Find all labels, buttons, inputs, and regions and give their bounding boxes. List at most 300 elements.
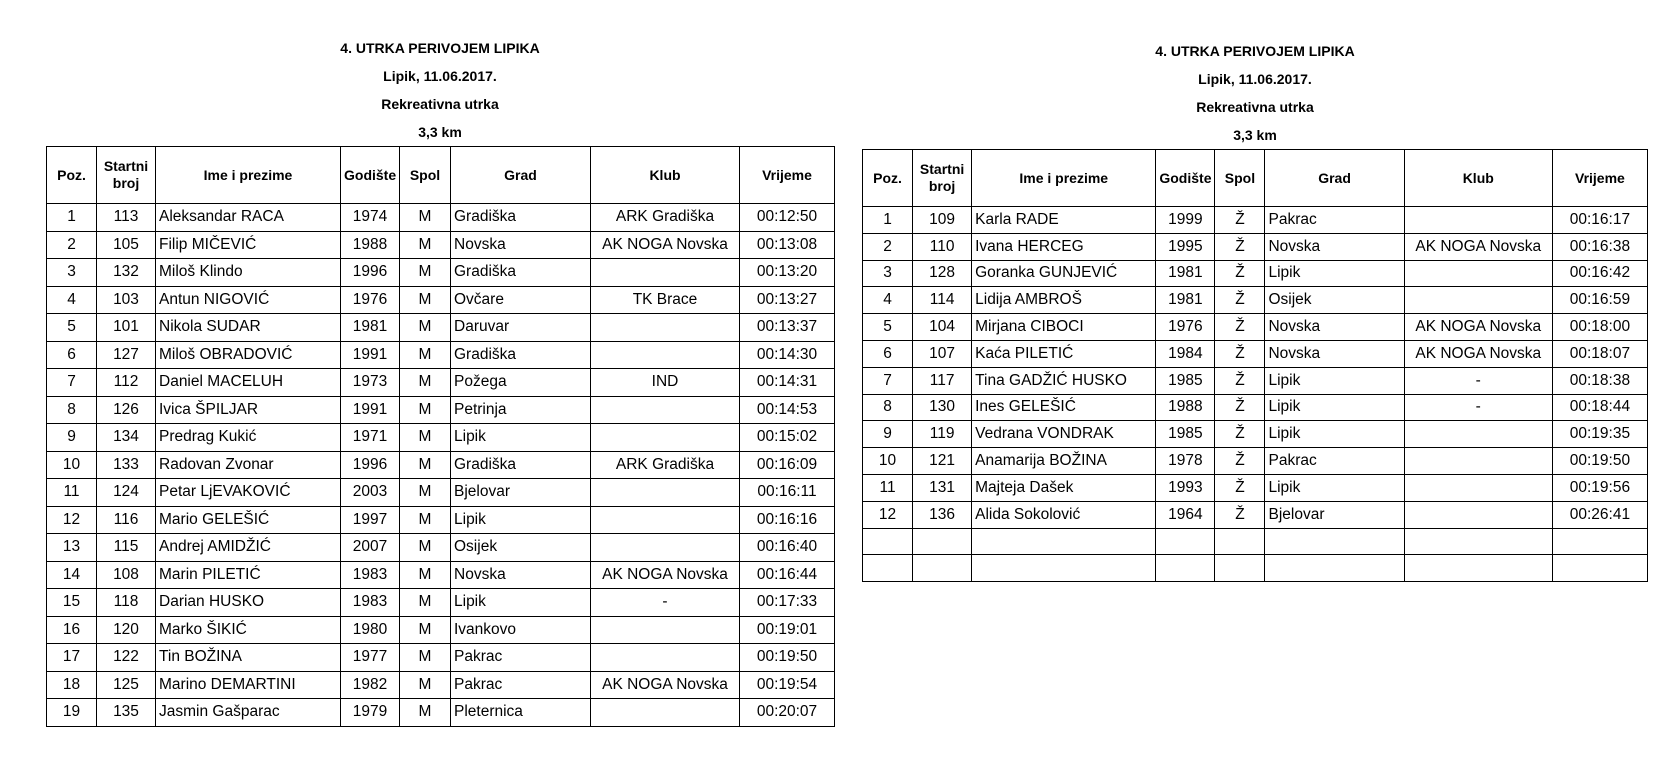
cell-start-number: 109 (913, 207, 972, 234)
cell-name: Antun NIGOVIĆ (156, 286, 341, 314)
cell-name: Jasmin Gašparac (156, 699, 341, 727)
table-row (863, 501, 1648, 528)
cell-birth-year: 1983 (341, 589, 400, 617)
column-header-start-number: Startni broj (97, 147, 156, 204)
cell-position: 5 (863, 314, 913, 341)
cell-club (591, 314, 740, 342)
cell-position: 12 (47, 506, 97, 534)
cell-city: Pakrac (451, 644, 591, 672)
cell-club (1404, 207, 1552, 234)
cell-start-number: 131 (913, 474, 972, 501)
cell-club (591, 699, 740, 727)
cell-city: Lipik (451, 506, 591, 534)
table-row (863, 421, 1648, 448)
cell-gender: M (400, 396, 451, 424)
cell-gender: M (400, 644, 451, 672)
table-row (47, 204, 835, 232)
cell-start-number: 128 (913, 260, 972, 287)
cell-time: 00:18:38 (1552, 367, 1647, 394)
cell-birth-year: 1981 (341, 314, 400, 342)
cell-gender: M (400, 341, 451, 369)
cell-position: 12 (863, 501, 913, 528)
table-row (863, 314, 1648, 341)
cell-time: 00:16:44 (740, 561, 835, 589)
column-header-time: Vrijeme (740, 147, 835, 204)
cell-position: 8 (47, 396, 97, 424)
cell-club (591, 479, 740, 507)
cell-time: 00:20:07 (740, 699, 835, 727)
cell-city: Požega (451, 369, 591, 397)
cell-name: Kaća PILETIĆ (972, 340, 1156, 367)
cell-gender: M (400, 479, 451, 507)
cell-start-number: 132 (97, 259, 156, 287)
cell-gender: Ž (1215, 474, 1265, 501)
column-header-gender: Spol (1215, 150, 1265, 207)
cell-position: 7 (863, 367, 913, 394)
cell-time: 00:19:56 (1552, 474, 1647, 501)
cell-club: - (1404, 394, 1552, 421)
table-row (47, 644, 835, 672)
table-row (47, 341, 835, 369)
cell-gender: M (400, 369, 451, 397)
cell-start-number: 112 (97, 369, 156, 397)
cell-birth-year: 1988 (341, 231, 400, 259)
cell-gender: M (400, 204, 451, 232)
column-header-birth-year: Godište (341, 147, 400, 204)
table-row (863, 448, 1648, 475)
cell-start-number: 134 (97, 424, 156, 452)
cell-start-number: 133 (97, 451, 156, 479)
empty-table-row (863, 555, 1648, 582)
cell-position: 3 (47, 259, 97, 287)
cell-birth-year: 1996 (341, 451, 400, 479)
cell-start-number: 114 (913, 287, 972, 314)
cell-birth-year: 1988 (1156, 394, 1215, 421)
table-row (863, 474, 1648, 501)
cell-birth-year: 1979 (341, 699, 400, 727)
cell-start-number: 117 (913, 367, 972, 394)
cell-position: 6 (863, 340, 913, 367)
empty-cell (1404, 555, 1552, 582)
cell-position: 3 (863, 260, 913, 287)
cell-time: 00:14:30 (740, 341, 835, 369)
cell-position: 9 (47, 424, 97, 452)
cell-start-number: 101 (97, 314, 156, 342)
cell-birth-year: 1977 (341, 644, 400, 672)
empty-cell (913, 555, 972, 582)
cell-club (1404, 260, 1552, 287)
cell-city: Gradiška (451, 204, 591, 232)
race-distance: 3,3 km (418, 124, 462, 140)
results-sheet-women (862, 37, 1648, 582)
cell-start-number: 115 (97, 534, 156, 562)
cell-time: 00:13:27 (740, 286, 835, 314)
table-row (47, 286, 835, 314)
cell-time: 00:12:50 (740, 204, 835, 232)
cell-start-number: 107 (913, 340, 972, 367)
column-header-position: Poz. (47, 147, 97, 204)
cell-city: Lipik (1265, 367, 1404, 394)
cell-city: Novska (451, 561, 591, 589)
cell-club (1404, 287, 1552, 314)
cell-gender: Ž (1215, 314, 1265, 341)
cell-gender: Ž (1215, 260, 1265, 287)
table-row (47, 259, 835, 287)
cell-city: Pakrac (1265, 207, 1404, 234)
cell-time: 00:16:42 (1552, 260, 1647, 287)
table-row (863, 367, 1648, 394)
empty-cell (1552, 528, 1647, 555)
cell-birth-year: 1978 (1156, 448, 1215, 475)
cell-club (591, 424, 740, 452)
column-header-position: Poz. (863, 150, 913, 207)
cell-birth-year: 1997 (341, 506, 400, 534)
table-row (47, 616, 835, 644)
cell-gender: Ž (1215, 287, 1265, 314)
cell-gender: M (400, 534, 451, 562)
cell-club: ARK Gradiška (591, 451, 740, 479)
race-category: Rekreativna utrka (1196, 99, 1314, 115)
cell-start-number: 125 (97, 671, 156, 699)
table-row (47, 699, 835, 727)
cell-name: Darian HUSKO (156, 589, 341, 617)
cell-time: 00:14:53 (740, 396, 835, 424)
table-row (47, 424, 835, 452)
cell-time: 00:14:31 (740, 369, 835, 397)
race-title: 4. UTRKA PERIVOJEM LIPIKA (340, 40, 540, 56)
cell-birth-year: 1980 (341, 616, 400, 644)
cell-club (591, 341, 740, 369)
cell-club: TK Brace (591, 286, 740, 314)
cell-gender: Ž (1215, 233, 1265, 260)
cell-gender: M (400, 671, 451, 699)
cell-club (591, 396, 740, 424)
table-row (863, 340, 1648, 367)
cell-club (1404, 448, 1552, 475)
race-title: 4. UTRKA PERIVOJEM LIPIKA (1155, 43, 1355, 59)
cell-club: AK NOGA Novska (1404, 314, 1552, 341)
column-header-name: Ime i prezime (156, 147, 341, 204)
cell-name: Aleksandar RACA (156, 204, 341, 232)
cell-city: Lipik (451, 424, 591, 452)
table-row (47, 671, 835, 699)
cell-city: Pakrac (451, 671, 591, 699)
cell-birth-year: 1999 (1156, 207, 1215, 234)
cell-birth-year: 1976 (1156, 314, 1215, 341)
cell-name: Filip MIČEVIĆ (156, 231, 341, 259)
cell-name: Petar LjEVAKOVIĆ (156, 479, 341, 507)
empty-cell (1265, 555, 1404, 582)
empty-cell (913, 528, 972, 555)
cell-club: AK NOGA Novska (1404, 233, 1552, 260)
cell-gender: M (400, 589, 451, 617)
cell-city: Gradiška (451, 259, 591, 287)
cell-start-number: 136 (913, 501, 972, 528)
cell-name: Miloš Klindo (156, 259, 341, 287)
cell-birth-year: 2007 (341, 534, 400, 562)
cell-position: 2 (47, 231, 97, 259)
cell-city: Bjelovar (1265, 501, 1404, 528)
cell-time: 00:19:50 (740, 644, 835, 672)
cell-city: Lipik (1265, 474, 1404, 501)
cell-birth-year: 1964 (1156, 501, 1215, 528)
cell-gender: M (400, 424, 451, 452)
cell-club: - (1404, 367, 1552, 394)
empty-cell (1404, 528, 1552, 555)
cell-start-number: 113 (97, 204, 156, 232)
table-row (47, 396, 835, 424)
cell-start-number: 104 (913, 314, 972, 341)
cell-start-number: 130 (913, 394, 972, 421)
race-distance: 3,3 km (1233, 127, 1277, 143)
cell-gender: Ž (1215, 394, 1265, 421)
cell-birth-year: 1981 (1156, 260, 1215, 287)
cell-position: 18 (47, 671, 97, 699)
cell-club (591, 616, 740, 644)
table-header-row (863, 150, 1648, 207)
cell-name: Marin PILETIĆ (156, 561, 341, 589)
empty-cell (972, 528, 1156, 555)
cell-birth-year: 1974 (341, 204, 400, 232)
cell-start-number: 110 (913, 233, 972, 260)
cell-gender: Ž (1215, 421, 1265, 448)
empty-cell (863, 528, 913, 555)
cell-time: 00:15:02 (740, 424, 835, 452)
empty-table-row (863, 528, 1648, 555)
table-row (47, 534, 835, 562)
table-header-row (47, 147, 835, 204)
cell-name: Anamarija BOŽINA (972, 448, 1156, 475)
cell-gender: M (400, 259, 451, 287)
cell-city: Lipik (1265, 260, 1404, 287)
cell-time: 00:13:08 (740, 231, 835, 259)
empty-cell (1552, 555, 1647, 582)
table-row (47, 589, 835, 617)
empty-cell (1215, 528, 1265, 555)
cell-city: Lipik (1265, 394, 1404, 421)
cell-name: Miloš OBRADOVIĆ (156, 341, 341, 369)
empty-cell (1156, 528, 1215, 555)
cell-name: Vedrana VONDRAK (972, 421, 1156, 448)
cell-name: Ivana HERCEG (972, 233, 1156, 260)
results-table-women (862, 149, 1648, 582)
results-table-men (46, 146, 835, 727)
cell-start-number: 127 (97, 341, 156, 369)
cell-birth-year: 1982 (341, 671, 400, 699)
cell-position: 1 (863, 207, 913, 234)
cell-time: 00:18:44 (1552, 394, 1647, 421)
cell-start-number: 122 (97, 644, 156, 672)
cell-club: ARK Gradiška (591, 204, 740, 232)
cell-time: 00:16:16 (740, 506, 835, 534)
cell-name: Daniel MACELUH (156, 369, 341, 397)
cell-gender: M (400, 616, 451, 644)
cell-position: 14 (47, 561, 97, 589)
cell-time: 00:18:07 (1552, 340, 1647, 367)
cell-time: 00:16:40 (740, 534, 835, 562)
cell-time: 00:16:38 (1552, 233, 1647, 260)
cell-city: Petrinja (451, 396, 591, 424)
cell-gender: Ž (1215, 448, 1265, 475)
cell-name: Karla RADE (972, 207, 1156, 234)
table-row (47, 506, 835, 534)
cell-name: Tin BOŽINA (156, 644, 341, 672)
cell-club: AK NOGA Novska (591, 671, 740, 699)
cell-gender: M (400, 451, 451, 479)
empty-cell (1215, 555, 1265, 582)
column-header-birth-year: Godište (1156, 150, 1215, 207)
cell-position: 7 (47, 369, 97, 397)
cell-time: 00:19:01 (740, 616, 835, 644)
cell-time: 00:26:41 (1552, 501, 1647, 528)
cell-time: 00:17:33 (740, 589, 835, 617)
cell-name: Goranka GUNJEVIĆ (972, 260, 1156, 287)
cell-time: 00:13:20 (740, 259, 835, 287)
cell-city: Gradiška (451, 341, 591, 369)
cell-city: Lipik (1265, 421, 1404, 448)
cell-birth-year: 1993 (1156, 474, 1215, 501)
cell-club (591, 534, 740, 562)
cell-name: Predrag Kukić (156, 424, 341, 452)
cell-position: 6 (47, 341, 97, 369)
column-header-start-number: Startni broj (913, 150, 972, 207)
table-row (863, 233, 1648, 260)
cell-club: AK NOGA Novska (1404, 340, 1552, 367)
cell-name: Alida Sokolović (972, 501, 1156, 528)
cell-position: 10 (863, 448, 913, 475)
cell-position: 8 (863, 394, 913, 421)
cell-club (591, 259, 740, 287)
cell-club (591, 644, 740, 672)
empty-cell (863, 555, 913, 582)
table-row (47, 479, 835, 507)
cell-start-number: 116 (97, 506, 156, 534)
table-row (47, 231, 835, 259)
cell-name: Marino DEMARTINI (156, 671, 341, 699)
cell-start-number: 135 (97, 699, 156, 727)
race-place-date: Lipik, 11.06.2017. (1198, 71, 1312, 87)
cell-city: Pakrac (1265, 448, 1404, 475)
cell-position: 4 (863, 287, 913, 314)
cell-birth-year: 1981 (1156, 287, 1215, 314)
sheet-heading (862, 37, 1648, 149)
race-category: Rekreativna utrka (381, 96, 499, 112)
cell-position: 16 (47, 616, 97, 644)
cell-position: 11 (47, 479, 97, 507)
cell-time: 00:13:37 (740, 314, 835, 342)
cell-name: Radovan Zvonar (156, 451, 341, 479)
cell-start-number: 119 (913, 421, 972, 448)
cell-city: Novska (451, 231, 591, 259)
cell-club (1404, 474, 1552, 501)
cell-time: 00:18:00 (1552, 314, 1647, 341)
cell-name: Mirjana CIBOCI (972, 314, 1156, 341)
column-header-club: Klub (1404, 150, 1552, 207)
cell-birth-year: 1991 (341, 396, 400, 424)
cell-position: 15 (47, 589, 97, 617)
column-header-city: Grad (451, 147, 591, 204)
column-header-club: Klub (591, 147, 740, 204)
cell-gender: M (400, 506, 451, 534)
column-header-time: Vrijeme (1552, 150, 1647, 207)
cell-time: 00:16:17 (1552, 207, 1647, 234)
table-row (47, 369, 835, 397)
cell-birth-year: 1984 (1156, 340, 1215, 367)
column-header-name: Ime i prezime (972, 150, 1156, 207)
cell-city: Lipik (451, 589, 591, 617)
cell-time: 00:16:09 (740, 451, 835, 479)
cell-city: Ivankovo (451, 616, 591, 644)
cell-position: 10 (47, 451, 97, 479)
table-row (863, 260, 1648, 287)
cell-start-number: 124 (97, 479, 156, 507)
table-body (47, 204, 835, 727)
cell-start-number: 105 (97, 231, 156, 259)
cell-club: AK NOGA Novska (591, 231, 740, 259)
cell-birth-year: 1983 (341, 561, 400, 589)
cell-birth-year: 1996 (341, 259, 400, 287)
empty-cell (1265, 528, 1404, 555)
cell-start-number: 118 (97, 589, 156, 617)
cell-city: Gradiška (451, 451, 591, 479)
cell-position: 2 (863, 233, 913, 260)
cell-city: Osijek (451, 534, 591, 562)
cell-name: Nikola SUDAR (156, 314, 341, 342)
cell-position: 19 (47, 699, 97, 727)
cell-birth-year: 1976 (341, 286, 400, 314)
cell-gender: Ž (1215, 340, 1265, 367)
cell-gender: M (400, 314, 451, 342)
cell-time: 00:19:54 (740, 671, 835, 699)
cell-birth-year: 1995 (1156, 233, 1215, 260)
cell-city: Novska (1265, 314, 1404, 341)
cell-name: Ines GELEŠIĆ (972, 394, 1156, 421)
cell-gender: Ž (1215, 367, 1265, 394)
cell-gender: Ž (1215, 207, 1265, 234)
cell-club (1404, 421, 1552, 448)
cell-time: 00:16:11 (740, 479, 835, 507)
table-row (47, 451, 835, 479)
table-body (863, 207, 1648, 582)
cell-position: 9 (863, 421, 913, 448)
cell-start-number: 108 (97, 561, 156, 589)
cell-birth-year: 1971 (341, 424, 400, 452)
cell-name: Lidija AMBROŠ (972, 287, 1156, 314)
cell-gender: M (400, 699, 451, 727)
cell-city: Novska (1265, 340, 1404, 367)
cell-name: Tina GADŽIĆ HUSKO (972, 367, 1156, 394)
cell-club: AK NOGA Novska (591, 561, 740, 589)
cell-position: 11 (863, 474, 913, 501)
table-row (47, 314, 835, 342)
cell-name: Majteja Dašek (972, 474, 1156, 501)
cell-city: Daruvar (451, 314, 591, 342)
cell-gender: Ž (1215, 501, 1265, 528)
cell-position: 1 (47, 204, 97, 232)
cell-club (591, 506, 740, 534)
cell-city: Ovčare (451, 286, 591, 314)
cell-club: IND (591, 369, 740, 397)
cell-start-number: 120 (97, 616, 156, 644)
results-sheet-men (46, 34, 834, 727)
cell-time: 00:19:50 (1552, 448, 1647, 475)
cell-gender: M (400, 231, 451, 259)
cell-birth-year: 2003 (341, 479, 400, 507)
cell-birth-year: 1985 (1156, 367, 1215, 394)
cell-gender: M (400, 286, 451, 314)
cell-name: Marko ŠIKIĆ (156, 616, 341, 644)
cell-birth-year: 1991 (341, 341, 400, 369)
